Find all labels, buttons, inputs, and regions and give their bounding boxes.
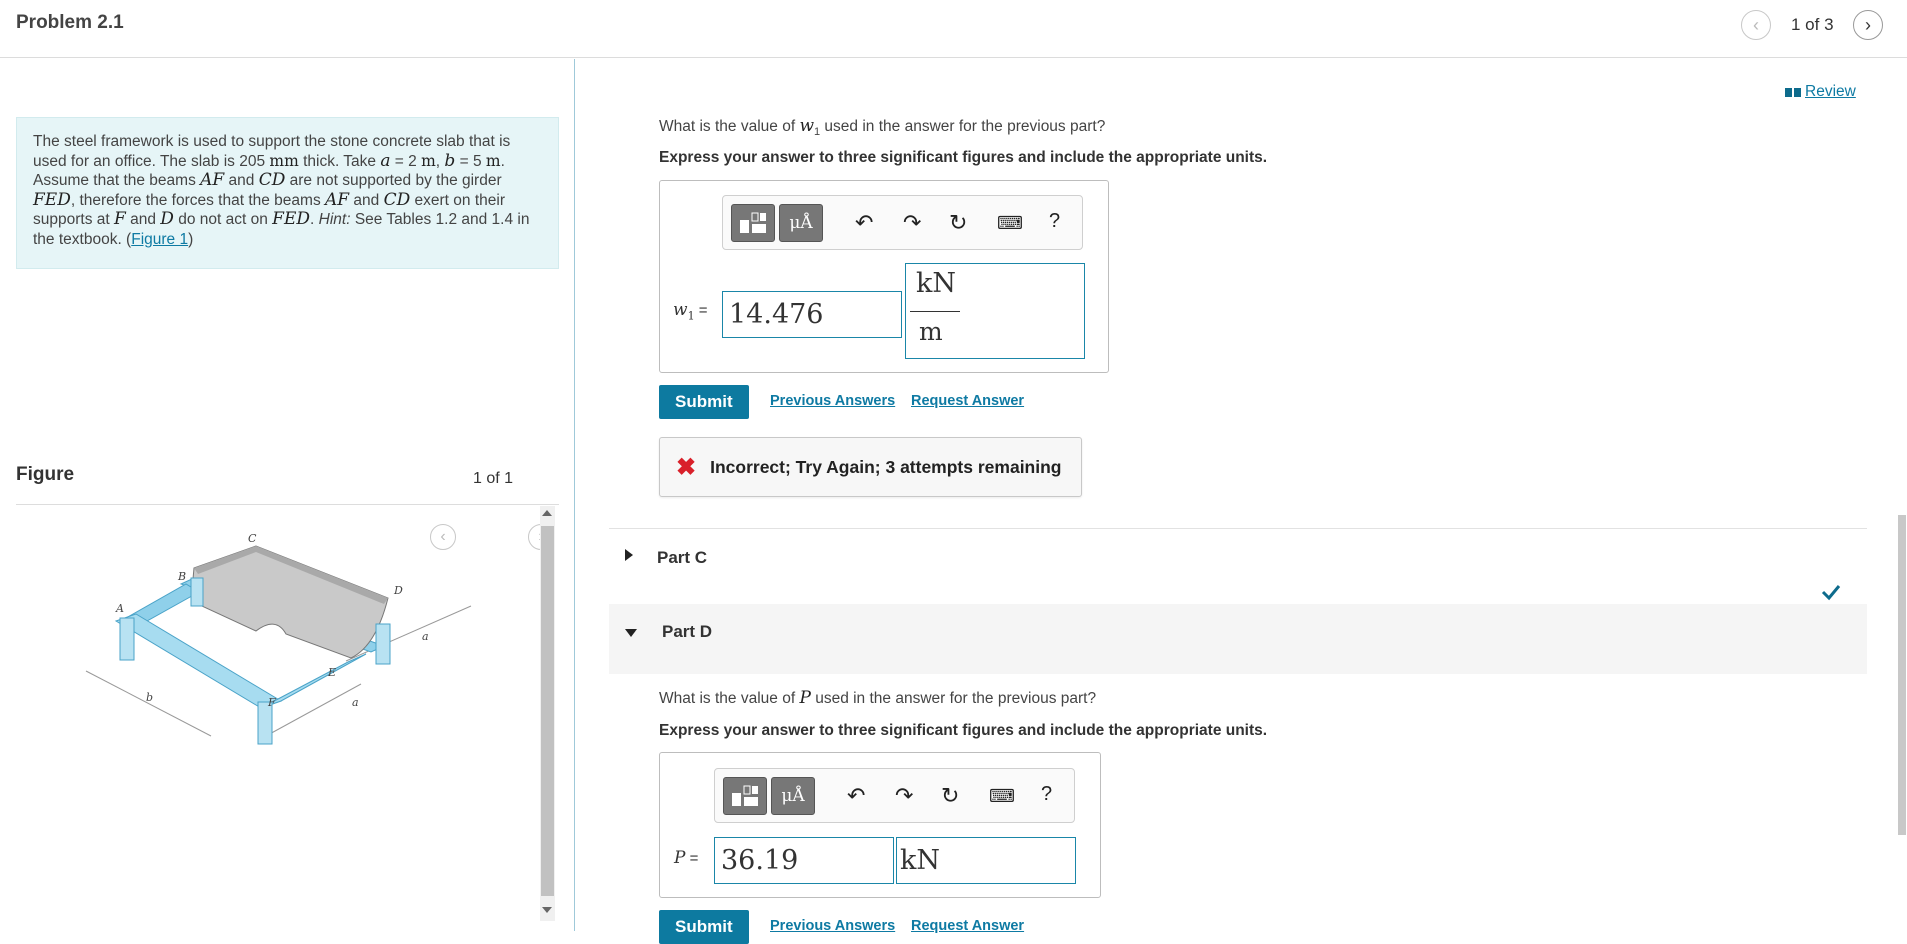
p-value-input[interactable]: 36.19: [714, 837, 894, 884]
feedback-text: Incorrect; Try Again; 3 attempts remaining: [710, 456, 1062, 477]
review-link[interactable]: [1785, 83, 1856, 101]
w1-unit-input[interactable]: [905, 263, 1085, 359]
chevron-left-icon: ‹: [1753, 14, 1759, 35]
intro-text: ,: [435, 152, 445, 170]
intro-text: = 5: [455, 152, 486, 170]
var-b: b: [444, 150, 456, 171]
beam-af: AF: [200, 170, 225, 191]
dimension-line: [266, 684, 361, 736]
problem-title: Problem 2.1: [16, 12, 124, 33]
question-text: What is the value of: [659, 690, 800, 707]
next-problem-button[interactable]: [1853, 10, 1883, 40]
equals-sign: =: [685, 850, 699, 867]
undo-icon[interactable]: ↶: [847, 783, 866, 808]
template-icon: [738, 211, 768, 235]
review-label: Review: [1805, 83, 1856, 100]
problem-statement: [16, 117, 559, 269]
redo-icon[interactable]: ↷: [895, 783, 914, 808]
w1-label: [673, 300, 708, 322]
girder-fed: [261, 654, 366, 708]
part-d-request-answer-link[interactable]: Request Answer: [911, 918, 1025, 934]
figure-divider: [16, 504, 559, 505]
templates-button[interactable]: [723, 777, 767, 815]
question-text: used in the answer for the previous part?: [810, 690, 1097, 707]
part-d-answer-box: [659, 752, 1101, 898]
intro-text: See Tables 1.2 and 1.4 in the textbook. (: [33, 211, 530, 248]
label-c-point: C: [248, 532, 257, 545]
var-p: P: [799, 688, 811, 708]
intro-text: thick. Take: [298, 152, 381, 170]
figure-heading: Figure: [16, 464, 75, 485]
w1-value-input[interactable]: 14.476: [722, 291, 902, 338]
intro-text: and: [224, 172, 259, 190]
beam-af: AF: [325, 189, 350, 210]
part-d-submit-button[interactable]: Submit: [659, 910, 749, 944]
intro-text: do not act on: [173, 211, 273, 229]
part-c-header[interactable]: [609, 540, 1867, 580]
p-unit-input[interactable]: kN: [896, 837, 1076, 884]
feedback-incorrect: [659, 437, 1082, 497]
label-b-point: B: [178, 570, 187, 583]
var-a: a: [380, 150, 391, 171]
part-d-label: Part D: [662, 622, 713, 641]
book-icon: [1785, 87, 1801, 98]
intro-text: .: [310, 211, 319, 229]
unit-m: m: [485, 151, 501, 170]
templates-button[interactable]: [731, 204, 775, 242]
problem-count: 1 of 3: [1791, 15, 1834, 34]
beam-cd: CD: [258, 170, 286, 191]
var-w: w: [673, 300, 688, 320]
units-label: μÅ: [789, 213, 813, 233]
column-a: [120, 618, 134, 660]
units-label: μÅ: [781, 786, 805, 806]
scroll-up-icon[interactable]: [542, 510, 552, 516]
part-c-label: Part C: [657, 548, 708, 567]
top-bar: [0, 0, 1907, 58]
part-b-instruction: Express your answer to three significant figures and include the appropriate units.: [659, 149, 1268, 166]
hint-label: Hint:: [318, 211, 351, 229]
reset-icon[interactable]: ↻: [941, 783, 960, 808]
intro-text: The steel framework is used to support the stone concrete slab that is used for an office. The slab is 205: [33, 133, 511, 170]
label-b-dim: b: [146, 691, 154, 704]
point-d: D: [160, 209, 174, 230]
intro-text: , therefore the forces that the beams: [70, 191, 326, 209]
column-d: [376, 624, 390, 664]
units-button[interactable]: [779, 204, 823, 242]
part-d-question: [659, 688, 1096, 708]
undo-icon[interactable]: ↶: [855, 210, 874, 235]
redo-icon[interactable]: ↷: [903, 210, 922, 235]
question-text: What is the value of: [659, 118, 800, 135]
scroll-thumb[interactable]: [541, 526, 554, 896]
template-icon: [730, 784, 760, 808]
intro-text: = 2: [390, 152, 422, 170]
girder-fed: FED: [33, 189, 71, 210]
prev-problem-button[interactable]: [1741, 10, 1771, 40]
part-b-request-answer-link[interactable]: Request Answer: [911, 393, 1025, 409]
label-e-point: E: [328, 666, 337, 679]
math-toolbar: [722, 195, 1083, 250]
girder-fed: FED: [272, 209, 311, 230]
part-d-previous-answers-link[interactable]: Previous Answers: [770, 918, 896, 934]
equals-sign: =: [694, 302, 708, 319]
caret-down-icon: [625, 629, 637, 637]
part-b-answer-box: [659, 180, 1109, 373]
label-d-point: D: [394, 584, 403, 597]
intro-text: ): [188, 230, 194, 248]
intro-text: and: [125, 211, 161, 229]
part-d-header[interactable]: [609, 604, 1867, 674]
intro-text: exert on their supports at: [33, 191, 505, 229]
page-scrollbar[interactable]: [1897, 115, 1907, 931]
caret-right-icon: [625, 549, 633, 561]
scroll-down-icon[interactable]: [542, 907, 552, 913]
beam-cd: CD: [383, 189, 411, 210]
page-scroll-thumb[interactable]: [1898, 515, 1906, 835]
error-x-icon: ✖: [676, 453, 697, 481]
keyboard-icon[interactable]: ⌨: [989, 786, 1015, 806]
label-f-point: F: [268, 696, 276, 709]
point-f: F: [114, 209, 126, 230]
var-p: P: [674, 848, 686, 868]
unit-denominator: m: [919, 317, 943, 346]
label-a-dim: a: [422, 630, 429, 643]
keyboard-icon[interactable]: ⌨: [997, 213, 1023, 233]
part-b-question: [659, 116, 1105, 138]
unit-mm: mm: [269, 151, 299, 170]
chevron-left-icon: ‹: [440, 528, 446, 545]
figure-scrollbar[interactable]: [540, 506, 555, 921]
unit-numerator: kN: [916, 268, 956, 299]
math-toolbar: [714, 768, 1075, 823]
p-label: [674, 848, 698, 868]
part-b-submit-button[interactable]: Submit: [659, 385, 749, 419]
help-button[interactable]: ?: [1041, 783, 1053, 805]
part-d-instruction: Express your answer to three significant figures and include the appropriate units.: [659, 722, 1268, 739]
label-a-dim: a: [352, 696, 359, 709]
figure-panel: [16, 506, 541, 921]
steel-frame-figure: [16, 506, 541, 921]
var-w: w: [799, 116, 814, 136]
var-subscript: 1: [814, 126, 821, 139]
figure-link[interactable]: Figure 1: [131, 230, 189, 248]
intro-text: and: [349, 191, 384, 209]
fraction-bar: [910, 311, 960, 312]
question-text: used in the answer for the previous part?: [820, 118, 1106, 135]
figure-count: 1 of 1: [473, 470, 514, 487]
part-b-previous-answers-link[interactable]: Previous Answers: [770, 393, 896, 409]
label-a-point: A: [116, 602, 124, 615]
intro-text: . Assume that the beams: [33, 152, 505, 190]
help-button[interactable]: ?: [1049, 210, 1061, 232]
chevron-right-icon: ›: [1865, 14, 1871, 35]
unit-m: m: [421, 151, 436, 170]
part-divider: [609, 528, 1867, 529]
reset-icon[interactable]: ↻: [949, 210, 968, 235]
checkmark-icon: [1821, 583, 1841, 601]
column-b: [191, 578, 203, 606]
units-button[interactable]: [771, 777, 815, 815]
var-subscript: 1: [687, 309, 695, 323]
intro-text: are not supported by the girder: [285, 172, 502, 190]
